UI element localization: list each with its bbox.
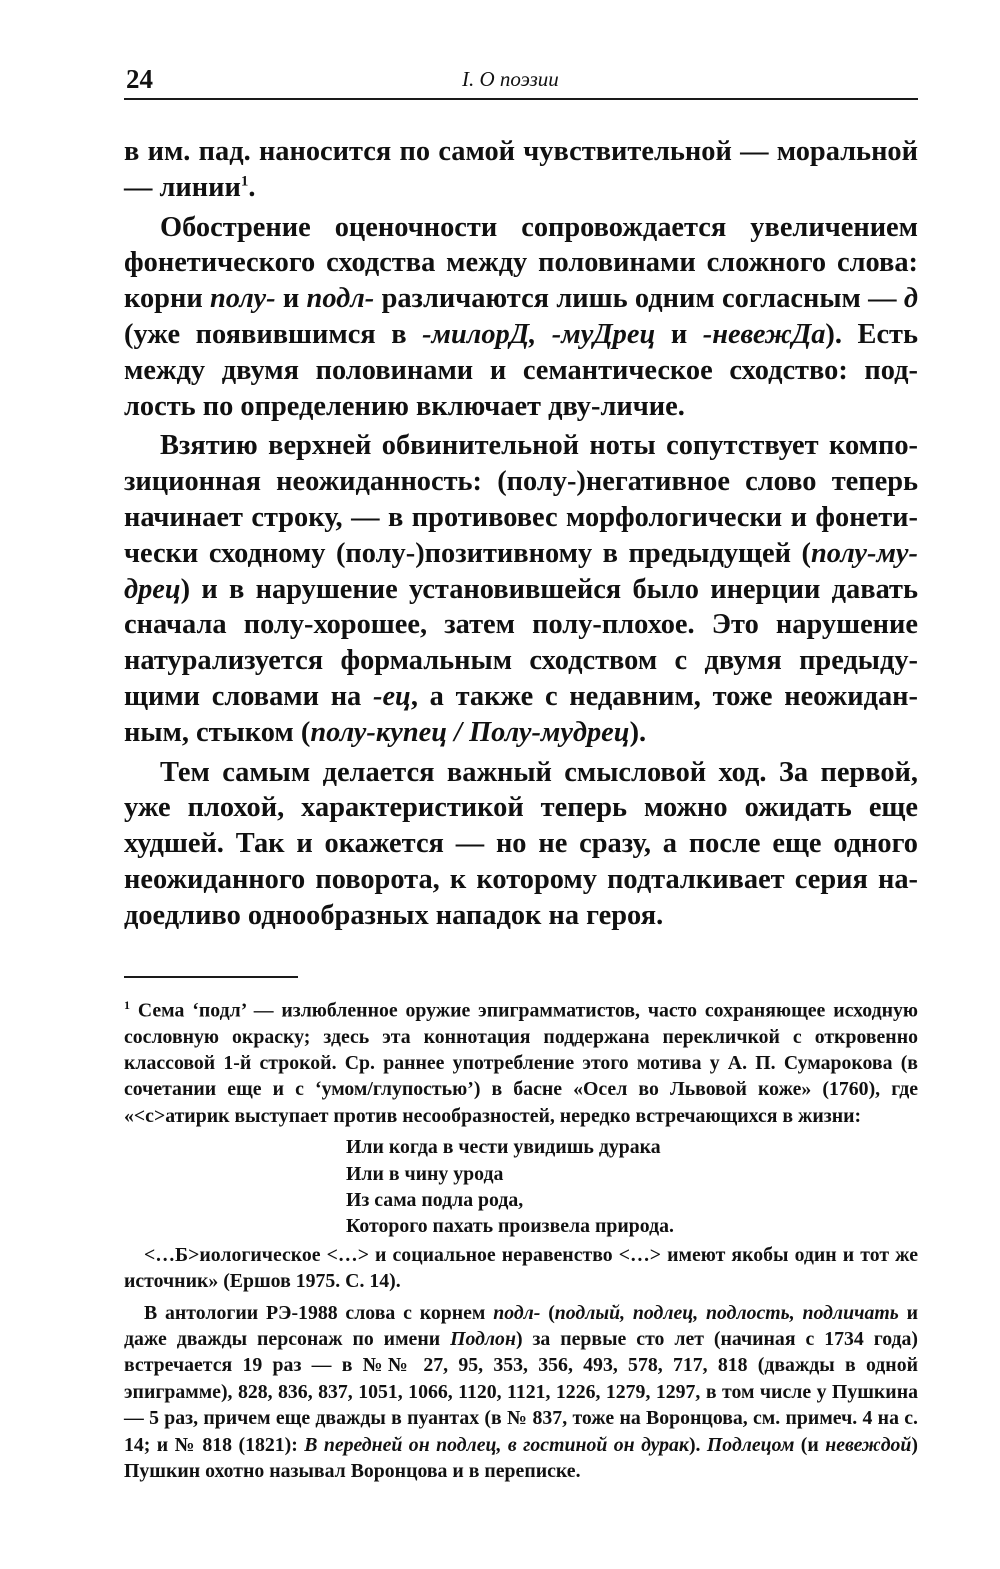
- verse-line: Которого пахать произвела природа.: [346, 1215, 674, 1238]
- verse-line: Из сама подла рода,: [346, 1188, 524, 1211]
- running-head: [124, 58, 918, 100]
- verse-line: Или в чину урода: [346, 1162, 504, 1185]
- footnote-1-continuation: <…Б>иологическое <…> и социальное неравенство <…> имеют якобы один и тот же источник» (Ершов 1975. С. 14).: [124, 1243, 918, 1293]
- paragraph-3: Взятию верхней обвинительной ноты сопутствует композиционная неожиданность: (полу-)негативное слово теперь начинает строку, — в противовес морфологически и фонетически сходному (полу-)позитивному в предыдущей (полу-мудрец) и в нарушение установившейся было инерции давать сначала полу-хорошее, затем полу-плохое. Это нарушение натурализуется формальным сходством с двумя предыдущими словами на -ец, а также с недавним, тоже неожиданным, стыком (полу-купец / Полу-мудрец).: [124, 430, 918, 748]
- book-page: [124, 58, 918, 1489]
- footnote-divider: [124, 976, 298, 978]
- chapter-title: I. О поэзии: [462, 67, 559, 91]
- footnotes: [124, 992, 918, 1485]
- verse-quote: [124, 1134, 918, 1240]
- footnote-number: 1: [124, 997, 130, 1012]
- page-number: 24: [126, 64, 153, 94]
- footnote-1-paragraph-2: В антологии РЭ-1988 слова с корнем подл- (подлый, подлец, подлость, подличать и даже дважды персонаж по имени Подлон) за первые сто лет (начиная с 1734 года) встречается 19 раз — в №№ 27, 95, 353, 356, 493, 578, 717, 818 (дважды в одной эпиграмме), 828, 836, 837, 1051, 1066, 1120, 1121, 1226, 1279, 1297, в том числе у Пушкина — 5 раз, причем еще дважды в пуантах (в № 837, тоже на Воронцова, см. примеч. 4 на с. 14; и № 818 (1821): В передней он подлец, в гостиной он дурак). Подлецом (и невеждой) Пушкин охотно называл Воронцова и в переписке.: [124, 1301, 918, 1483]
- paragraph-1: в им. пад. наносится по самой чувствительной — моральной — линии$^1$.: [124, 136, 918, 203]
- paragraph-4: Тем самым делается важный смысловой ход. За первой, уже плохой, характеристикой теперь можно ожидать еще худшей. Так и окажется — но не сразу, а после еще одного неожиданного поворота, к которому подталкивает серия надоедливо однообразных нападок на героя.: [124, 756, 918, 931]
- main-text: [124, 134, 918, 934]
- verse-line: Или когда в чести увидишь дурака: [346, 1136, 661, 1159]
- paragraph-2: Обострение оценочности сопровождается увеличением фонетического сходства между половинами сложного слова: корни полу- и подл- различаются лишь одним согласным — д (уже появившимся в -милорД, -муДрец и -невежДа). Есть между двумя половинами и семантическое сходство: подлость по определению включает дву-личие.: [124, 211, 919, 422]
- footnote-1: $^1$ Сема ‘подл’ — излюбленное оружие эпиграмматистов, часто сохраняющее исходную сословную окраску; здесь эта коннотация поддержана перекличкой с откровенно классовой 1-й строкой. Ср. раннее употребление этого мотива у А. П. Сумарокова (в сочетании еще и с ‘умом/глупостью’) в басне «Осел во Львовой коже» (1760), где «<с>атирик выступает против несообразностей, нередко встречающихся в жизни:: [124, 997, 918, 1127]
- footnote-ref-1[interactable]: 1: [240, 173, 249, 190]
